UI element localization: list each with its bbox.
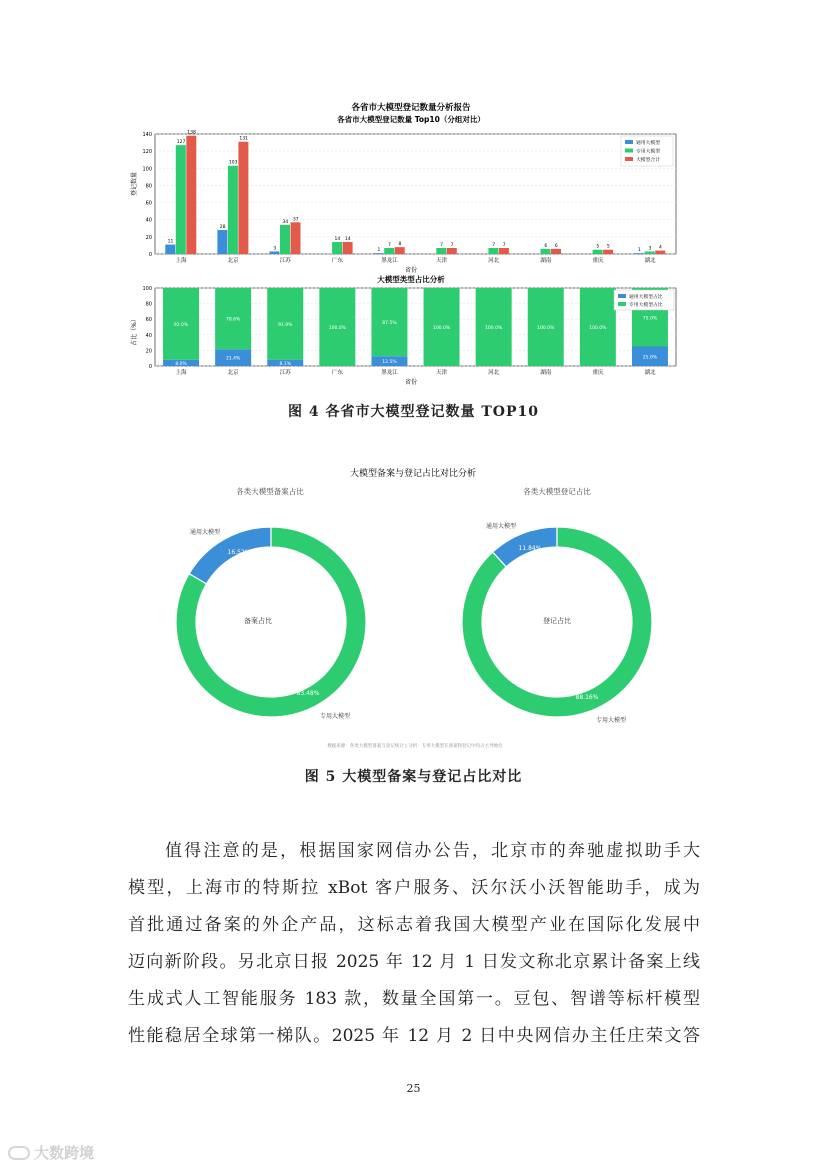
top-bar-value-label: 8 [398,242,402,248]
top-x-tick-label: 河北 [488,258,500,264]
top-x-tick-label: 天津 [436,258,448,264]
left-donut-center-label: 备案占比 [244,617,272,625]
bottom-bar-special-label: 100.0% [432,326,451,331]
left-label-general: 通用大模型 [190,529,221,536]
top-legend-label: 大模型合计 [636,158,660,163]
top-bar [634,253,644,254]
watermark [8,1142,94,1163]
figure-4-chart [120,98,690,388]
bottom-y-tick-label: 80 [145,301,152,308]
top-x-tick-label: 重庆 [592,258,604,264]
bottom-chart-title: 大模型类型占比分析 [377,275,445,284]
watermark-text: 大数跨境 [34,1144,95,1162]
top-bar [165,245,175,254]
right-label-special: 专用大模型 [596,717,627,724]
top-bar [395,247,405,254]
top-bar-value-label: 14 [334,237,341,242]
figure-4-suptitle: 各省市大模型登记数量分析报告 [351,103,471,113]
top-y-tick-label: 140 [142,132,152,138]
top-bar-value-label: 6 [554,243,558,249]
paragraph-line: 生成式人工智能服务 183 款，数量全国第一。豆包、智谱等标杆模型 [128,989,700,1009]
right-label-general: 通用大模型 [486,523,517,530]
bottom-y-tick-label: 0 [148,364,152,370]
left-donut-title: 各类大模型备案占比 [236,487,304,496]
bottom-bar-special-label: 100.0% [485,326,503,331]
top-bar [645,251,655,254]
left-pct-general: 16.52% [227,549,251,556]
top-bar [343,242,353,254]
top-bar [270,251,280,254]
top-y-tick-label: 40 [145,217,152,224]
top-bar-value-label: 11 [167,239,174,245]
top-x-tick-label: 湖南 [540,258,552,264]
top-bar [488,248,498,254]
top-bar [655,251,665,254]
top-bar [541,249,551,254]
top-x-tick-label: 湖北 [644,258,656,264]
figure-5-chart [150,462,690,757]
top-bar-value-label: 6 [544,243,548,249]
right-pct-general: 11.84% [518,545,542,552]
top-bar [384,248,394,254]
paragraph-line: 迈向新阶段。另北京日报 2025 年 12 月 1 日发文称北京累计备案上线 [128,952,700,972]
bottom-x-tick-label: 湖南 [540,370,552,376]
top-bar [499,248,509,254]
figure-5-title: 大模型备案与登记占比对比分析 [349,469,477,479]
top-x-tick-label: 上海 [175,258,187,264]
bottom-y-tick-label: 60 [145,317,152,324]
bottom-bar-special-label: 75.0% [642,316,658,322]
top-bar-value-label: 5 [596,244,600,250]
left-pct-special: 83.48% [296,690,320,697]
top-chart-xlabel: 省份 [404,267,418,274]
right-donut-center-label: 登记占比 [543,617,571,625]
bottom-x-tick-label: 上海 [175,370,187,376]
top-x-tick-label: 江苏 [279,258,291,264]
bottom-x-tick-label: 广东 [331,370,343,376]
top-bar [447,248,457,254]
bottom-bar-general-label: 21.4% [226,356,241,362]
bottom-x-tick-label: 河北 [488,370,500,376]
bottom-y-tick-label: 20 [145,348,152,355]
bottom-bar-general-label: 12.5% [382,360,397,366]
bottom-legend-swatch [618,294,626,298]
top-bar [593,250,603,254]
top-y-tick-label: 120 [142,149,152,156]
top-legend-swatch [625,157,633,161]
bottom-x-tick-label: 江苏 [279,370,291,376]
bottom-bar-special-label: 100.0% [537,326,555,331]
top-bar-value-label: 7 [440,243,443,248]
top-bar [374,253,384,254]
figure-5-caption: 图 5 大模型备案与登记占比对比 [304,769,523,785]
bottom-chart [142,286,676,376]
top-bar [186,136,196,254]
top-legend-swatch [625,140,633,144]
bottom-y-tick-label: 40 [145,332,152,339]
top-bar [332,242,342,254]
top-x-tick-label: 广东 [331,258,343,264]
paragraph-line: 模型，上海市的特斯拉 xBot 客户服务、沃尔沃小沃智能助手，成为 [128,878,700,898]
top-x-tick-label: 北京 [227,258,239,264]
bottom-bar-general-label: 8.0% [175,361,187,367]
top-bar-value-label: 7 [388,243,391,248]
top-bar-value-label: 103 [228,160,238,166]
top-bar-value-label: 3 [648,246,652,252]
top-bar-value-label: 5 [606,244,610,250]
top-bar-value-label: 37 [292,217,299,223]
right-pct-special: 88.16% [575,694,599,701]
top-bar [603,250,613,254]
bottom-x-tick-label: 重庆 [592,370,604,376]
top-bar-value-label: 138 [187,130,196,136]
body-paragraph [128,833,700,1055]
top-bar-value-label: 14 [344,237,351,242]
bottom-bar-special-label: 100.0% [589,326,607,331]
bottom-legend-swatch [618,302,626,306]
left-label-special: 专用大模型 [320,713,351,720]
top-bar-value-label: 3 [273,246,277,252]
top-bar [551,249,561,254]
top-bar [217,230,227,254]
bottom-bar-general-label: 8.1% [279,361,291,367]
figure-5-source: 数据来源：各类大模型备案与登记统计 | 分析：专用大模型在备案和登记中均占主导地位 [327,744,503,749]
bottom-x-tick-label: 黑龙江 [381,370,398,376]
right-donut-title: 各类大模型登记占比 [523,487,591,496]
bottom-bar-special-label: 100.0% [328,326,346,331]
top-bar-value-label: 28 [219,225,226,230]
top-bar-value-label: 4 [659,245,662,251]
bottom-x-tick-label: 湖北 [644,370,656,376]
top-legend-label: 通用大模型 [636,141,660,146]
top-bar-value-label: 131 [239,136,248,142]
top-bar [291,222,301,254]
top-bar [436,248,446,254]
top-bar-value-label: 34 [282,219,289,225]
bottom-bar-general-label: 25.0% [642,355,658,361]
paragraph-line: 首批通过备案的外企产品，这标志着我国大模型产业在国际化发展中 [128,915,700,935]
top-chart-title: 各省市大模型登记数量 Top10（分组对比） [337,115,485,124]
bottom-y-tick-label: 100 [142,286,152,292]
top-chart-ylabel: 登记数量 [131,171,138,197]
top-x-tick-label: 黑龙江 [381,258,398,264]
bottom-legend-label: 专用大模型占比 [629,303,663,308]
bottom-legend-label: 通用大模型占比 [629,295,663,300]
paragraph-line: 性能稳居全球第一梯队。2025 年 12 月 2 日中央网信办主任庄荣文答 [128,1026,700,1046]
top-bar [238,142,248,254]
top-y-tick-label: 20 [145,234,152,241]
top-bar [280,225,290,254]
bottom-bar-special-label: 78.6% [226,317,241,323]
top-chart [142,130,676,264]
top-bar [176,145,186,254]
bottom-chart-xlabel: 省份 [404,379,418,386]
top-legend-swatch [625,149,633,153]
top-bar-value-label: 1 [377,248,381,254]
bottom-x-tick-label: 北京 [227,370,239,376]
top-bar-value-label: 7 [492,243,496,248]
top-bar-value-label: 7 [502,243,506,248]
top-y-tick-label: 100 [142,166,152,173]
bottom-bar-special-label: 92.0% [173,322,189,328]
bottom-chart-ylabel: 占比（%） [131,316,138,346]
figure-4-caption: 图 4 各省市大模型登记数量 TOP10 [288,404,539,420]
paragraph-line: 值得注意的是，根据国家网信办公告，北京市的奔驰虚拟助手大 [165,841,700,861]
top-bar-value-label: 7 [450,243,454,248]
bottom-bar-special-label: 87.5% [382,321,397,327]
top-y-tick-label: 60 [145,200,152,207]
bottom-bar-special-label: 91.9% [278,322,293,328]
page-number: 25 [406,1082,421,1095]
top-y-tick-label: 0 [148,252,152,258]
top-legend-label: 专用大模型 [636,149,660,155]
top-bar-value-label: 1 [638,248,641,254]
top-bar-value-label: 127 [176,140,186,146]
top-y-tick-label: 80 [145,183,152,190]
watermark-logo-icon [8,1146,30,1160]
top-bar [228,166,238,254]
bottom-x-tick-label: 天津 [436,370,448,376]
